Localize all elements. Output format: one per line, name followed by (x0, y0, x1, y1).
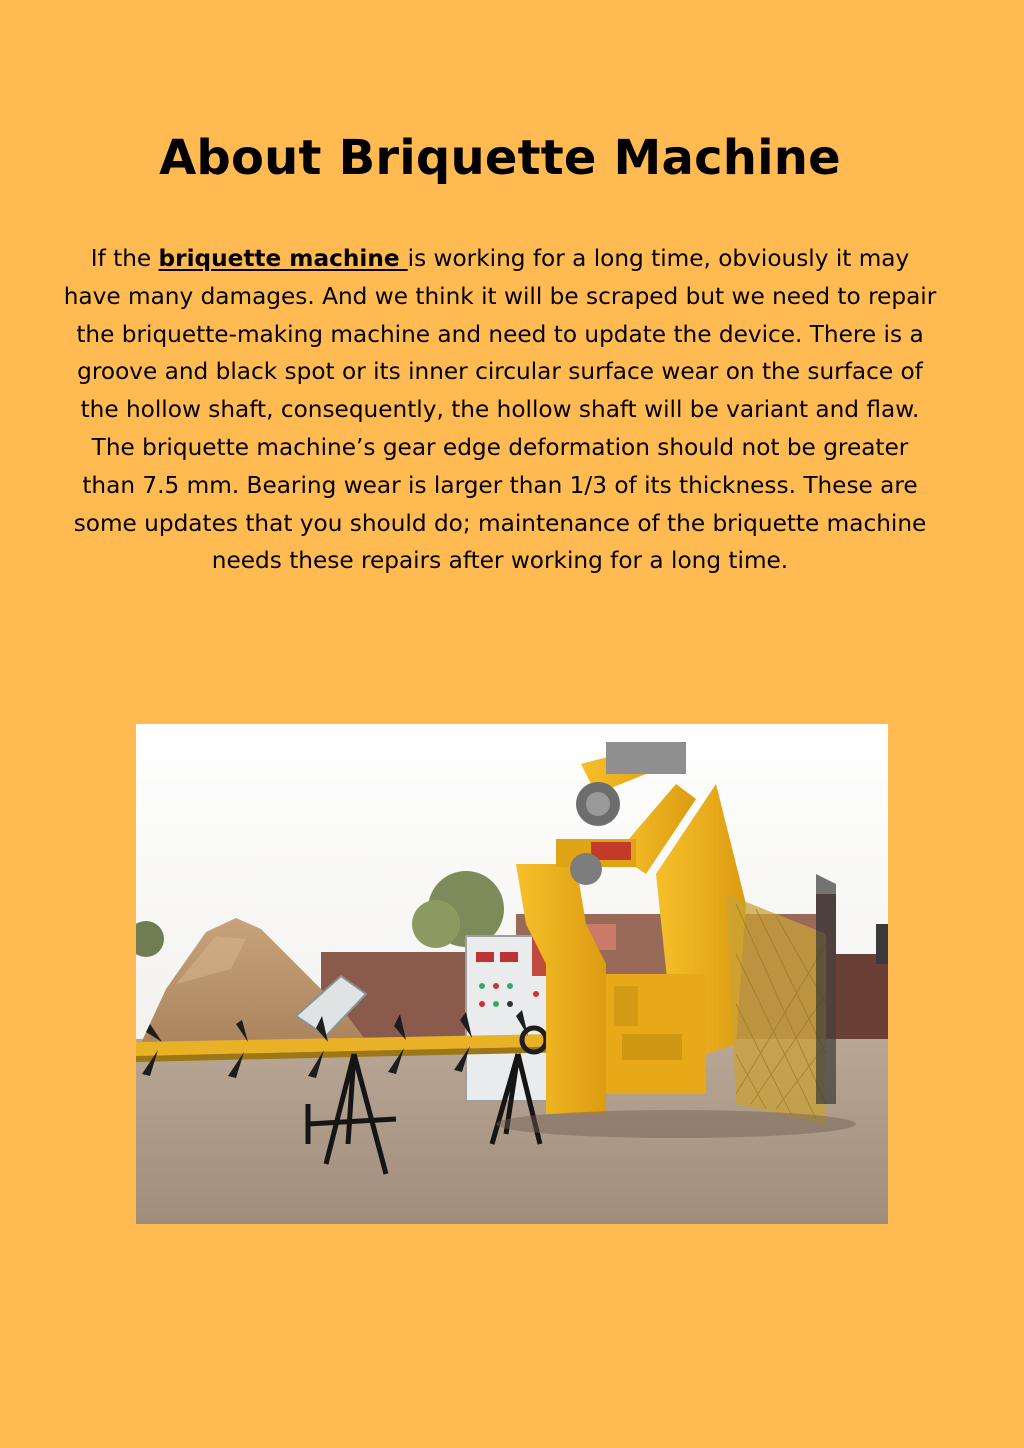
page-title: About Briquette Machine (159, 130, 841, 186)
intro-text: If the (90, 245, 159, 272)
article-paragraph (62, 240, 938, 580)
body-text: is working for a long time, obviously it may have many damages. And we think it will be scraped but we need to repair the briquette-making machine and need to update the device. There is a groove and black spot or its inner circular surface wear on the surface of the hollow shaft, consequently, the hollow shaft will be variant and flaw. The briquette machine’s gear edge deformation should not be greater than 7.5 mm. Bearing wear is larger than 1/3 of its thickness. These are some updates that you should do; maintenance of the briquette machine needs these repairs after working for a long time. (63, 245, 937, 575)
briquette-machine-link[interactable]: briquette machine (158, 245, 408, 272)
briquette-machine-photo (136, 724, 888, 1224)
